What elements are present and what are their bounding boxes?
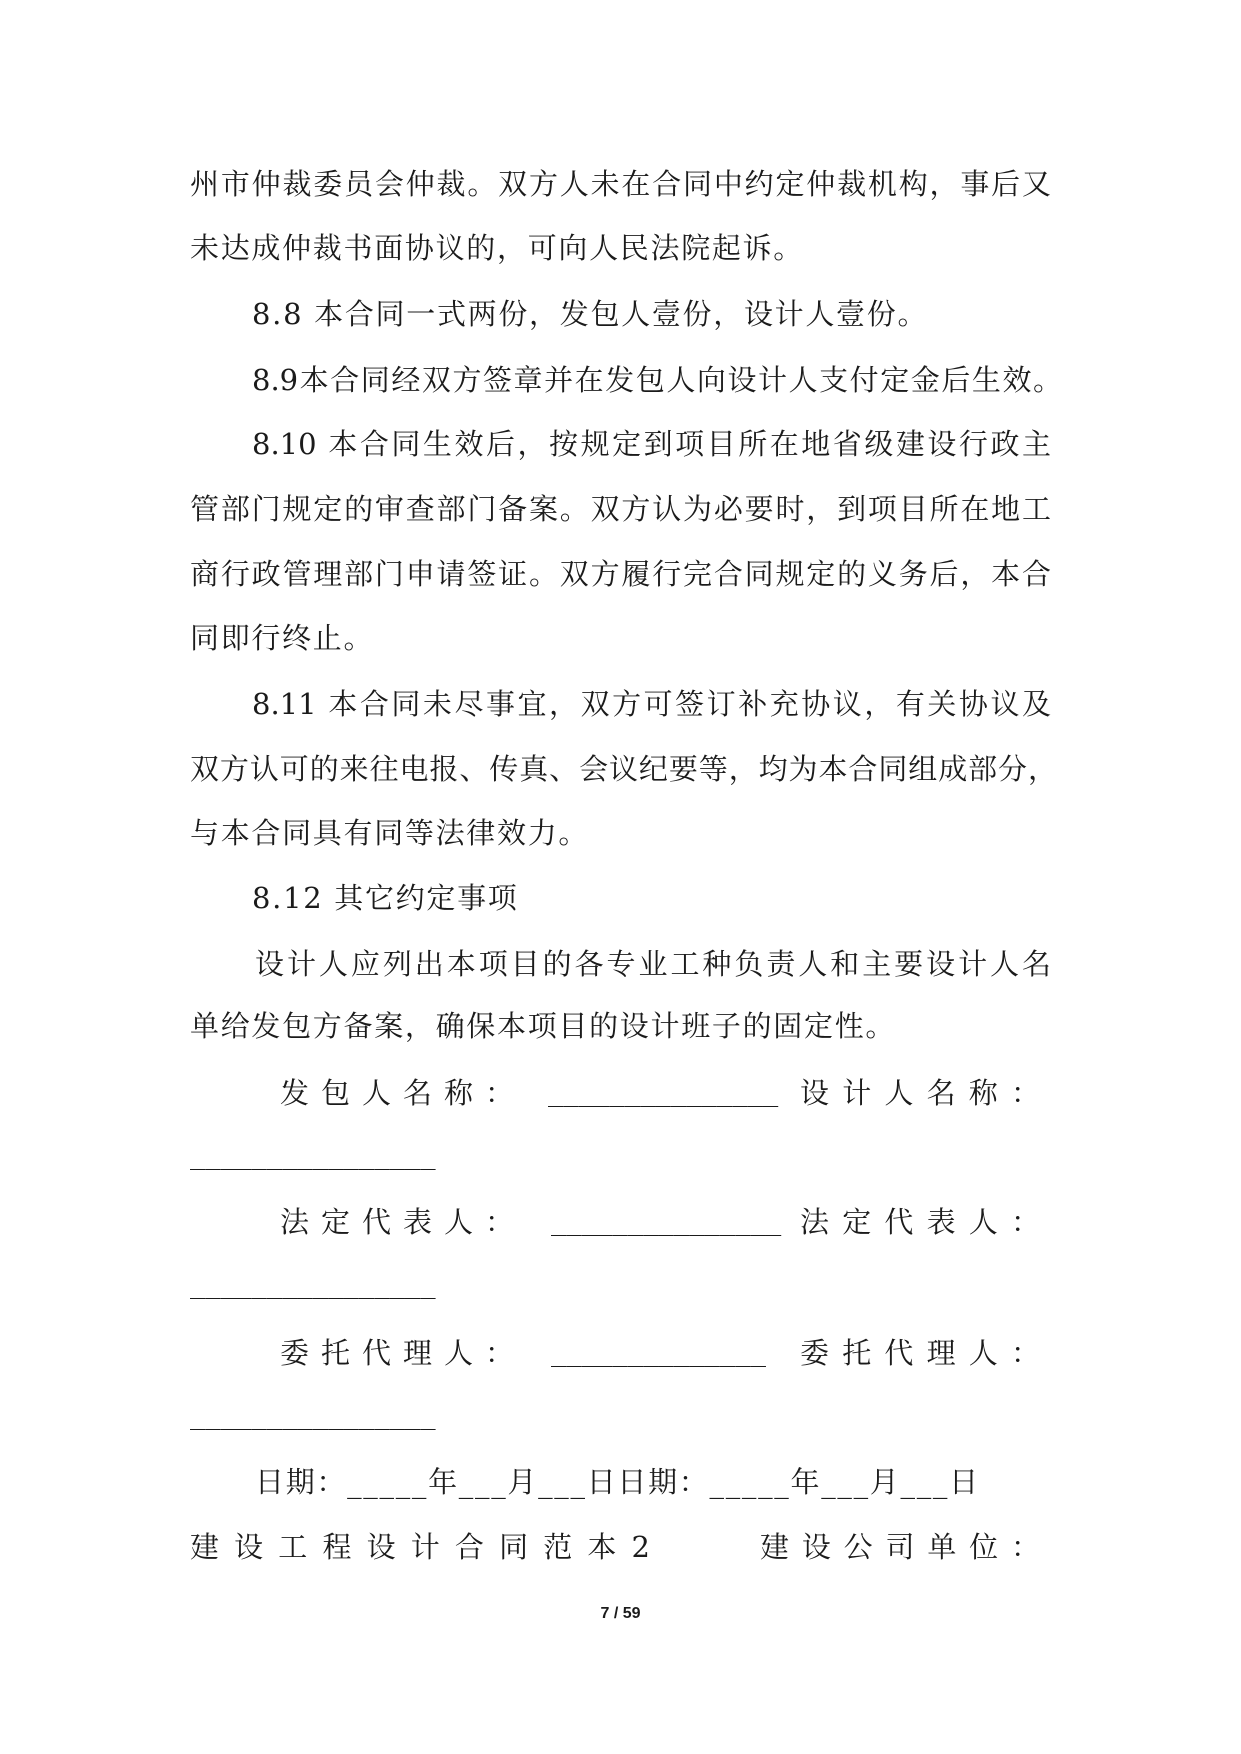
paragraph-line: 同即行终止。 [190, 621, 375, 655]
clause-8-12: 8.12 其它约定事项 [252, 881, 519, 915]
paragraph-line: 设计人应列出本项目的各专业工种负责人和主要设计人名 [255, 947, 1051, 981]
paragraph-line: 与本合同具有同等法律效力。 [190, 816, 590, 850]
paragraph-line: 双方认可的来往电报、传真、会议纪要等，均为本合同组成部分， [190, 752, 1057, 786]
clause-8-9: 8.9本合同经双方签章并在发包人向设计人支付定金后生效。 [252, 363, 1062, 397]
designer-name-blank: ________________ [190, 1141, 436, 1171]
employer-legal-rep-blank: _______________ [551, 1207, 782, 1237]
employer-legal-rep-label: 法定代表人： [280, 1205, 514, 1239]
employer-agent-label: 委托代理人： [280, 1336, 514, 1370]
clause-8-10: 8.10 本合同生效后，按规定到项目所在地省级建设行政主 [252, 427, 1051, 461]
employer-agent-blank: ______________ [551, 1338, 766, 1368]
designer-legal-rep-blank: ________________ [190, 1270, 436, 1300]
paragraph-line: 未达成仲裁书面协议的，可向人民法院起诉。 [190, 231, 805, 265]
paragraph-line: 管部门规定的审查部门备案。双方认为必要时，到项目所在地工 [190, 492, 1051, 526]
paragraph-line: 商行政管理部门申请签证。双方履行完合同规定的义务后，本合 [190, 557, 1051, 591]
designer-legal-rep-label: 法定代表人： [800, 1205, 1040, 1239]
date-line: 日期：_____年___月___日日期：_____年___月___日 [255, 1465, 980, 1499]
page-number: 7 / 59 [600, 1605, 641, 1622]
designer-agent-blank: ________________ [190, 1401, 436, 1431]
clause-8-11: 8.11 本合同未尽事宜，双方可签订补充协议，有关协议及 [252, 687, 1051, 721]
construction-unit-label: 建设公司单位： [760, 1530, 1040, 1564]
clause-8-8: 8.8 本合同一式两份，发包人壹份，设计人壹份。 [252, 297, 929, 331]
designer-name-label: 设计人名称： [800, 1076, 1040, 1110]
designer-agent-label: 委托代理人： [800, 1336, 1040, 1370]
paragraph-line: 州市仲裁委员会仲裁。双方人未在合同中约定仲裁机构，事后又 [190, 167, 1051, 201]
employer-name-label: 发包人名称： [280, 1076, 514, 1110]
employer-name-blank: _______________ [548, 1078, 779, 1108]
paragraph-line: 单给发包方备案，确保本项目的设计班子的固定性。 [190, 1009, 897, 1043]
next-contract-title: 建设工程设计合同范本2 [190, 1530, 650, 1564]
